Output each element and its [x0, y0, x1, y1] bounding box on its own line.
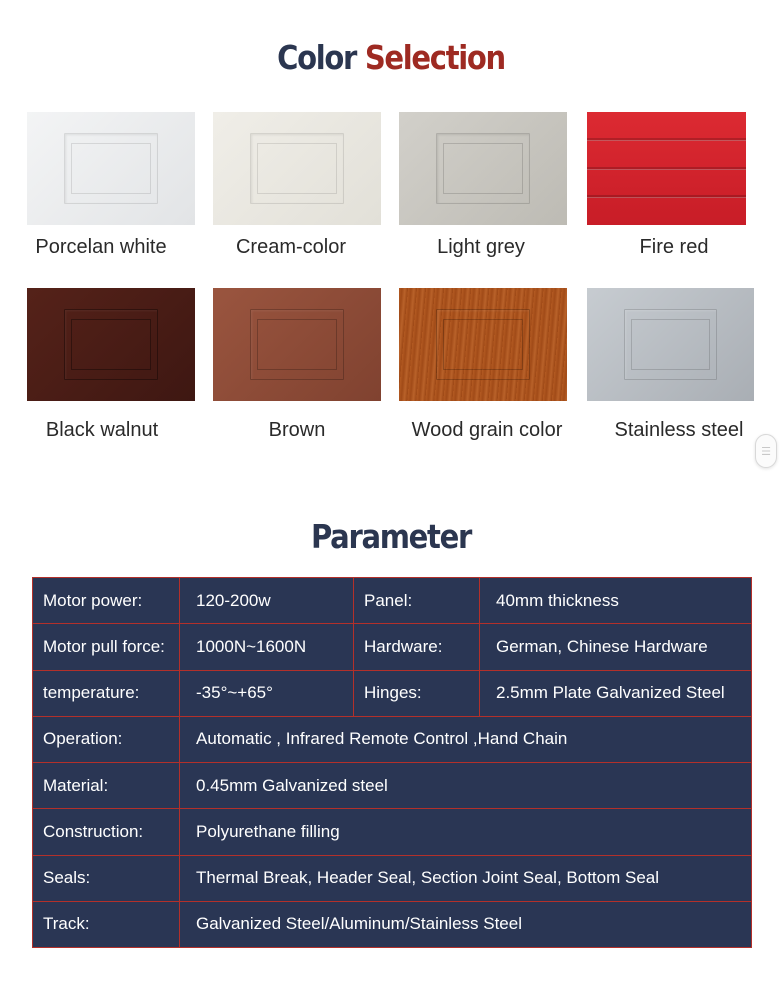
param-value: Polyurethane filling [180, 809, 752, 855]
swatch-fire-red [587, 112, 746, 225]
swatch-black-walnut [27, 288, 195, 401]
param-key: Motor power: [33, 578, 180, 624]
panel-groove [587, 195, 746, 198]
raised-panel [250, 309, 344, 379]
parameter-table [32, 577, 752, 948]
param-value: -35°~+65° [180, 670, 354, 716]
param-value: Thermal Break, Header Seal, Section Joint Seal, Bottom Seal [180, 855, 752, 901]
param-value: Automatic , Infrared Remote Control ,Hand Chain [180, 716, 752, 762]
table-row [33, 809, 752, 855]
table-row [33, 670, 752, 716]
table-row [33, 855, 752, 901]
param-key: Seals: [33, 855, 180, 901]
menu-lines-icon: ☰ [761, 445, 771, 458]
swatch-brown [213, 288, 381, 401]
color-selection-title [47, 38, 735, 77]
swatch-label-porcelan-white: Porcelan white [35, 236, 167, 258]
swatch-stainless-steel [587, 288, 754, 401]
table-row [33, 624, 752, 670]
swatch-label-black-walnut: Black walnut [45, 419, 159, 441]
swatch-wood-grain-color [399, 288, 567, 401]
swatch-label-fire-red: Fire red [639, 236, 709, 258]
raised-panel [436, 133, 530, 203]
swatch-porcelan-white [27, 112, 195, 225]
param-value: 0.45mm Galvanized steel [180, 763, 752, 809]
swatch-label-stainless-steel: Stainless steel [614, 419, 744, 441]
title-word-color: Color [277, 38, 357, 77]
param-key: Panel: [354, 578, 480, 624]
raised-panel [436, 309, 530, 379]
param-value: 40mm thickness [480, 578, 752, 624]
param-value: 1000N~1600N [180, 624, 354, 670]
param-key: Material: [33, 763, 180, 809]
panel-groove [587, 167, 746, 170]
title-word-selection: Selection [364, 38, 505, 77]
raised-panel [64, 133, 158, 203]
raised-panel [250, 133, 344, 203]
param-value: Galvanized Steel/Aluminum/Stainless Steel [180, 901, 752, 947]
panel-groove [587, 138, 746, 141]
table-row [33, 763, 752, 809]
param-key: Motor pull force: [33, 624, 180, 670]
param-key: Construction: [33, 809, 180, 855]
param-value: 120-200w [180, 578, 354, 624]
swatch-label-brown: Brown [268, 419, 326, 441]
param-key: Hinges: [354, 670, 480, 716]
swatch-label-cream-color: Cream-color [235, 236, 347, 258]
raised-panel [624, 309, 718, 379]
swatch-label-light-grey: Light grey [437, 236, 525, 258]
parameter-title: Parameter [311, 517, 471, 556]
param-key: Track: [33, 901, 180, 947]
swatch-light-grey [399, 112, 567, 225]
raised-panel [64, 309, 158, 379]
table-row [33, 716, 752, 762]
swatch-cream-color [213, 112, 381, 225]
table-row [33, 901, 752, 947]
param-key: Operation: [33, 716, 180, 762]
param-key: Hardware: [354, 624, 480, 670]
param-value: 2.5mm Plate Galvanized Steel [480, 670, 752, 716]
side-menu-handle[interactable] [755, 434, 777, 468]
swatch-label-wood-grain-color: Wood grain color [411, 419, 563, 441]
param-value: German, Chinese Hardware [480, 624, 752, 670]
param-key: temperature: [33, 670, 180, 716]
table-row [33, 578, 752, 624]
